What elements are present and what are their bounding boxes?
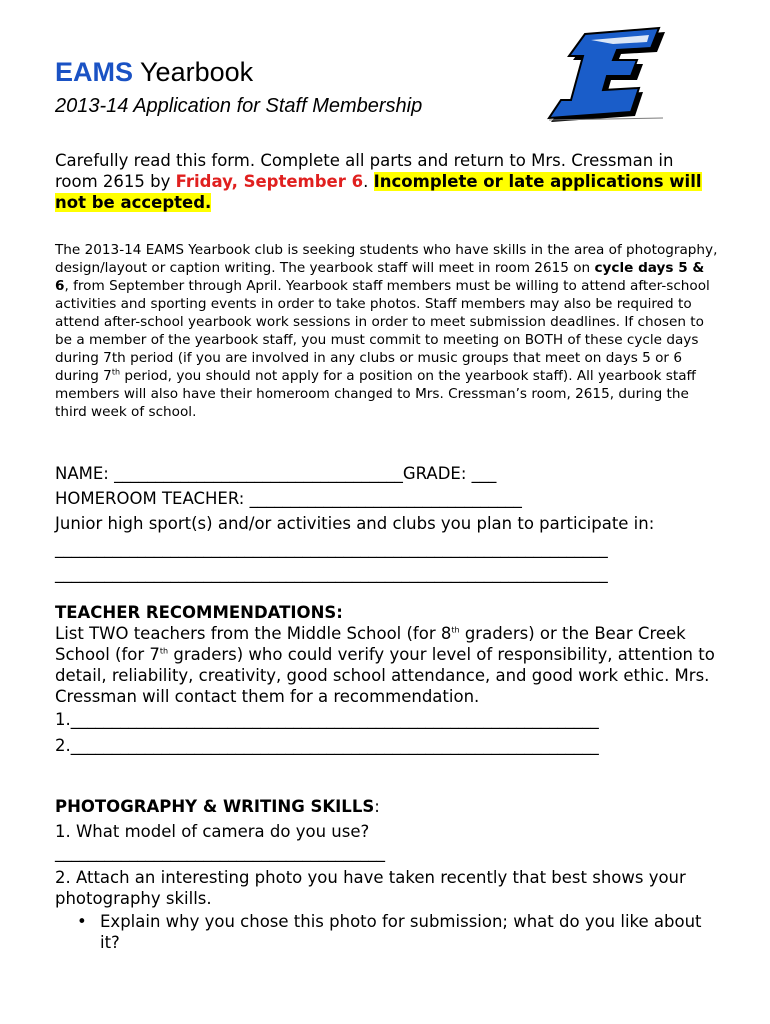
recommendation-1-field[interactable]: 1.________________________________________________________________ xyxy=(55,710,599,729)
recommendation-2-field[interactable]: 2.________________________________________________________________ xyxy=(55,736,599,755)
camera-answer-field[interactable]: ________________________________________ xyxy=(55,843,385,862)
description-text-1: The 2013-14 EAMS Yearbook club is seeking students who have skills in the area of photography, design/layout or caption writing. The yearbook staff will meet in room 2615 on xyxy=(55,242,718,276)
description-text-2: , from September through April. Yearbook staff members must be willing to attend after-school activities and sporting events in order to take photos. Staff members may also be required to attend after-school yearbook work sessions in order to meet submission deadlines. If chosen to be a member of the yearbook staff, you must commit to meeting on BOTH of these cycle days during 7th period (if you are involved in any clubs or music groups that meet on days 5 or 6 during 7 xyxy=(55,278,710,384)
heading-colon: : xyxy=(374,797,380,816)
teacher-recommendations xyxy=(55,602,720,759)
photo-explanation-prompt: Explain why you chose this photo for submission; what do you like about it? xyxy=(100,912,702,952)
page-title xyxy=(55,56,535,88)
bullet-icon: • xyxy=(77,912,87,931)
description-text-3: period, you should not apply for a position on the yearbook staff). All yearbook staff members will also have their homeroom changed to Mrs. Cressman’s room, 2615, during the third week of school. xyxy=(55,368,696,420)
student-info-form xyxy=(55,461,720,586)
eams-e-logo xyxy=(545,20,665,124)
photography-skills xyxy=(55,796,720,953)
homeroom-teacher-field[interactable]: HOMEROOM TEACHER: _________________________________ xyxy=(55,489,522,508)
title-rest: Yearbook xyxy=(133,57,254,87)
activities-blank-1[interactable]: ___________________________________________________________________ xyxy=(55,539,608,558)
document-header xyxy=(55,56,535,119)
activities-prompt: Junior high sport(s) and/or activities and clubs you plan to participate in: xyxy=(55,514,655,533)
superscript-th-2: th xyxy=(159,646,169,656)
teacher-instructions xyxy=(55,623,720,707)
teacher-text-2: graders) or the Bear Creek School (for 7 xyxy=(55,624,686,664)
superscript-th: th xyxy=(111,367,121,377)
deadline: Friday, September 6 xyxy=(175,172,364,191)
photography-heading: PHOTOGRAPHY & WRITING SKILLS xyxy=(55,797,375,816)
title-brand: EAMS xyxy=(55,57,134,87)
photo-question: 2. Attach an interesting photo you have taken recently that best shows your photography skills. xyxy=(55,868,686,908)
name-grade-field[interactable]: NAME: ___________________________________GRADE: ___ xyxy=(55,464,497,483)
intro-separator: . xyxy=(363,172,374,191)
intro-instructions xyxy=(55,150,720,213)
activities-blank-2[interactable]: ___________________________________________________________________ xyxy=(55,564,608,583)
list-item xyxy=(77,911,720,953)
page-subtitle: 2013-14 Application for Staff Membership xyxy=(55,95,423,117)
photography-heading-line xyxy=(55,796,720,817)
teacher-heading: TEACHER RECOMMENDATIONS: xyxy=(55,603,343,622)
superscript-th-1: th xyxy=(451,625,460,635)
intro-text: Carefully read this form. Complete all parts and return to Mrs. Cressman in room 2615 by xyxy=(55,151,674,191)
teacher-text-3: graders) who could verify your level of responsibility, attention to detail, reliability, creativity, good school attendance, and good work ethic. Mrs. Cressman will contact them for a recommendation. xyxy=(55,645,715,706)
club-description xyxy=(55,241,720,421)
cycle-days: cycle days 5 & 6 xyxy=(55,260,705,294)
camera-question: 1. What model of camera do you use? xyxy=(55,822,370,841)
late-warning: Incomplete or late applications will not be accepted. xyxy=(55,172,702,212)
teacher-text-1: List TWO teachers from the Middle School (for 8 xyxy=(55,624,452,643)
